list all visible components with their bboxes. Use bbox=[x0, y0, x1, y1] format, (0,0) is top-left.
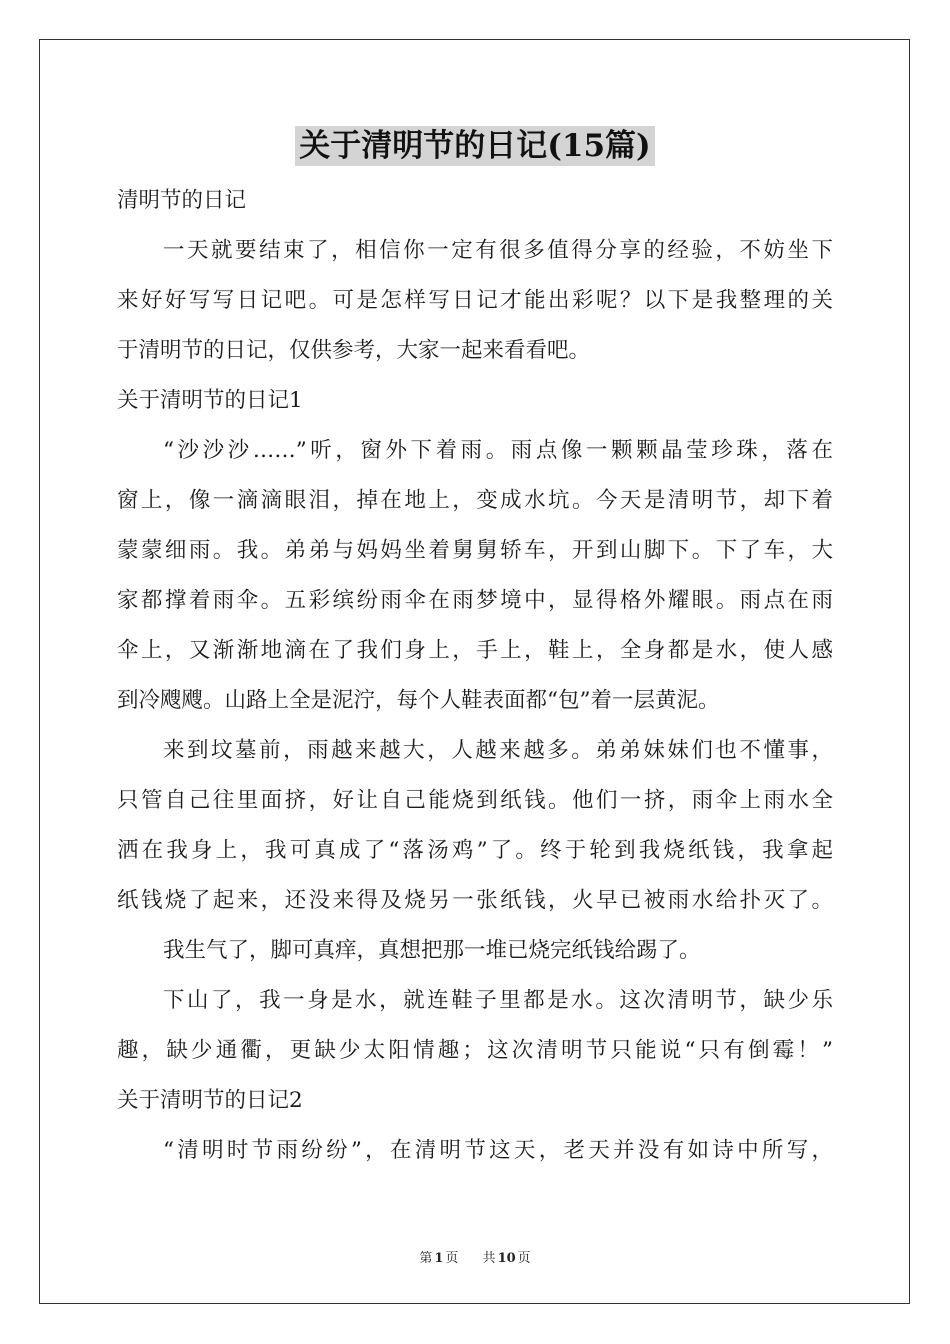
text-line: 来到坟墓前，雨越来越大，人越来越多。弟弟妹妹们也不懂事， bbox=[163, 738, 833, 763]
text-line: “清明时节雨纷纷”，在清明节这天，老天并没有如诗中所写， bbox=[163, 1138, 833, 1163]
page-number: 第 1 页 bbox=[419, 1251, 459, 1266]
text-line: 窗上，像一滴滴眼泪，掉在地上，变成水坑。今天是清明节，却下着 bbox=[117, 488, 833, 513]
text-line: 于清明节的日记，仅供参考，大家一起来看看吧。 bbox=[117, 338, 591, 363]
document-title: 关于清明节的日记(15篇) bbox=[295, 126, 654, 166]
text-line: 蒙蒙细雨。我。弟弟与妈妈坐着舅舅轿车，开到山脚下。下了车，大 bbox=[117, 538, 833, 563]
text-line: 洒在我身上，我可真成了“落汤鸡”了。终于轮到我烧纸钱，我拿起 bbox=[117, 838, 833, 863]
text-line: 只管自己往里面挤，好让自己能烧到纸钱。他们一挤，雨伞上雨水全 bbox=[117, 788, 833, 813]
page-total: 共 10 页 bbox=[482, 1251, 531, 1266]
text-line: 清明节的日记 bbox=[117, 188, 247, 213]
text-line: 伞上，又渐渐地滴在了我们身上，手上，鞋上，全身都是水，使人感 bbox=[117, 638, 833, 663]
document-body bbox=[117, 176, 833, 1176]
text-line: 关于清明节的日记2 bbox=[117, 1088, 303, 1113]
text-line: 来好好写写日记吧。可是怎样写日记才能出彩呢？以下是我整理的关 bbox=[117, 288, 833, 313]
title-container bbox=[0, 126, 950, 166]
text-line: “沙沙沙……”听，窗外下着雨。雨点像一颗颗晶莹珍珠，落在 bbox=[163, 438, 833, 463]
text-line: 家都撑着雨伞。五彩缤纷雨伞在雨梦境中，显得格外耀眼。雨点在雨 bbox=[117, 588, 833, 613]
page-footer bbox=[0, 1247, 950, 1266]
text-line: 我生气了，脚可真痒，真想把那一堆已烧完纸钱给踢了。 bbox=[163, 938, 701, 963]
text-line: 纸钱烧了起来，还没来得及烧另一张纸钱，火早已被雨水给扑灭了。 bbox=[117, 888, 833, 913]
text-line: 一天就要结束了，相信你一定有很多值得分享的经验，不妨坐下 bbox=[163, 238, 833, 263]
text-line: 到冷飕飕。山路上全是泥泞，每个人鞋表面都“包”着一层黄泥。 bbox=[117, 688, 720, 713]
text-line: 关于清明节的日记1 bbox=[117, 388, 303, 413]
text-line: 趣，缺少通衢，更缺少太阳情趣；这次清明节只能说“只有倒霉！” bbox=[117, 1038, 833, 1063]
text-line: 下山了，我一身是水，就连鞋子里都是水。这次清明节，缺少乐 bbox=[163, 988, 833, 1013]
